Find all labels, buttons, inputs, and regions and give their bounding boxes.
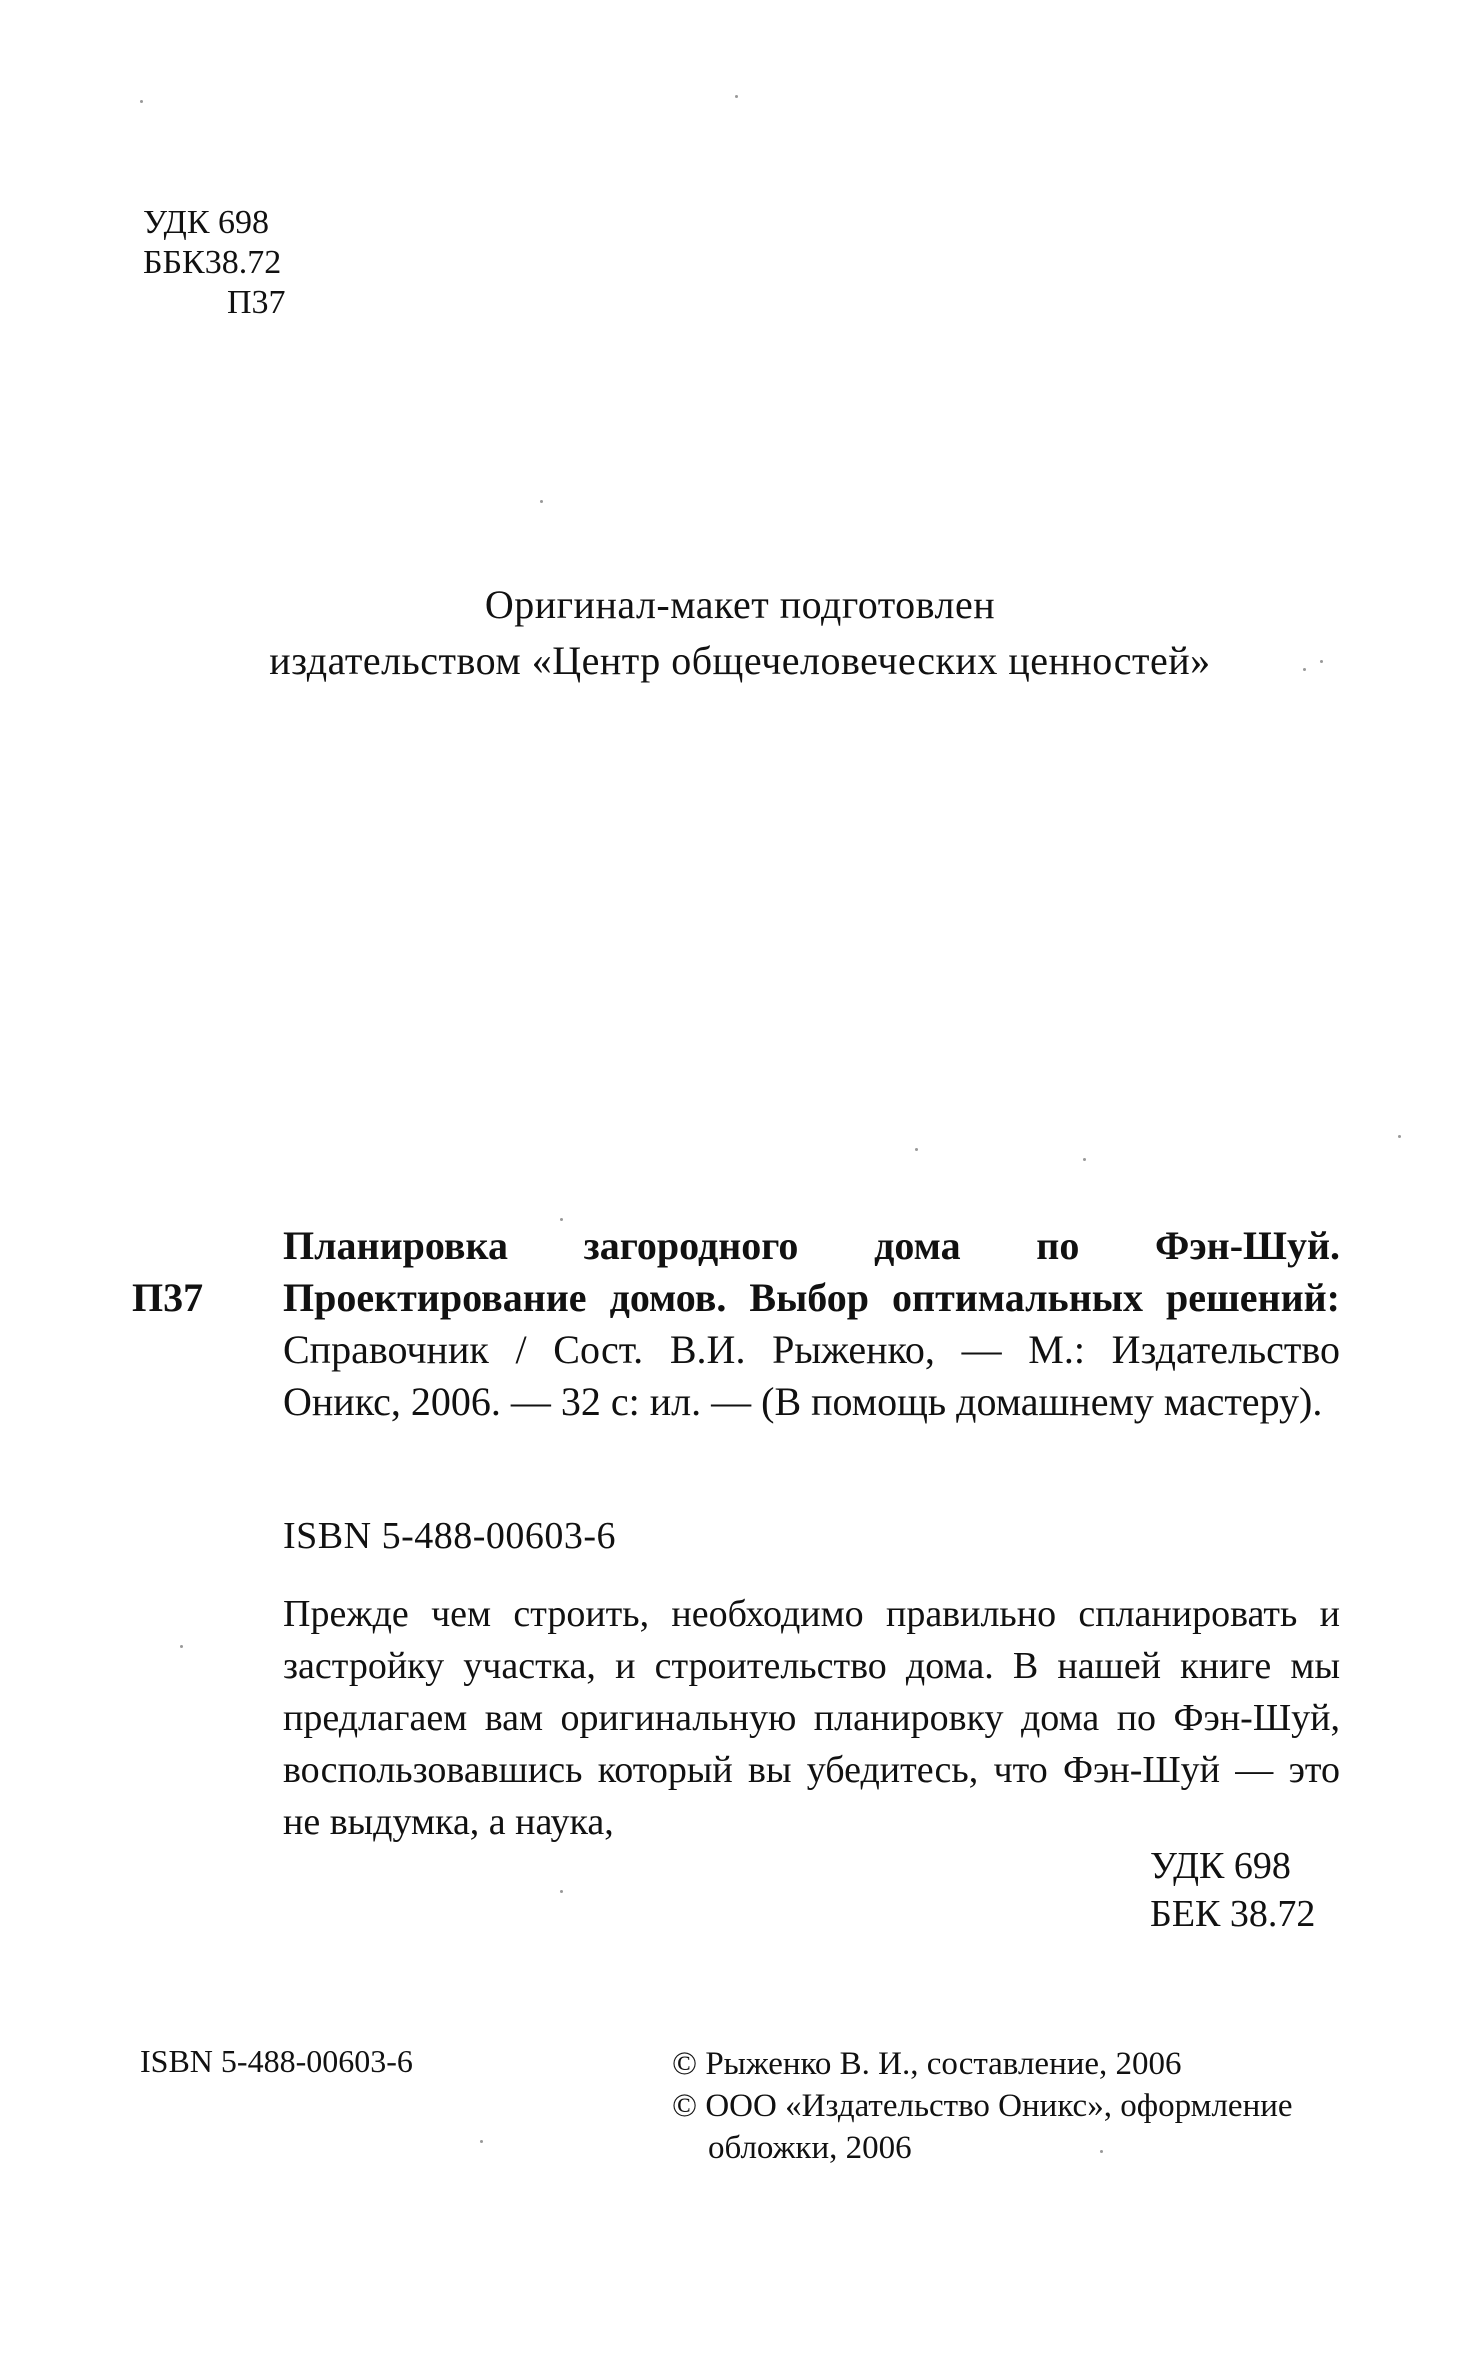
scan-speck <box>540 500 543 503</box>
bek-code-right: БЕК 38.72 <box>1150 1893 1316 1935</box>
scan-speck <box>1320 660 1323 663</box>
isbn-main: ISBN 5-488-00603-6 <box>283 1515 617 1557</box>
isbn-bottom: ISBN 5-488-00603-6 <box>140 2043 413 2079</box>
scan-speck <box>180 1645 183 1648</box>
bibliographic-description <box>283 1220 1340 1428</box>
book-details: Справочник / Сост. В.И. Рыженко, — М.: Издательство Оникс, 2006. — 32 с: ил. — (В помощь домашнему мастеру). <box>283 1327 1340 1424</box>
scan-speck <box>1398 1135 1401 1138</box>
annotation: Прежде чем строить, необходимо правильно спланировать и застройку участка, и строительство дома. В нашей книге мы предлагаем вам оригинальную планировку дома по Фэн-Шуй, воспользовавшись который вы убедитесь, что Фэн-Шуй — это не выдумка, а наука, <box>283 1593 1340 1843</box>
author-mark-left: П37 <box>132 1275 204 1320</box>
bbk-code: ББК38.72 <box>143 244 282 281</box>
udk-code: УДК 698 <box>143 204 270 241</box>
scan-speck <box>140 100 143 103</box>
udk-block-top <box>143 203 286 323</box>
prepared-by-note <box>140 577 1340 689</box>
copyright-line-3: обложки, 2006 <box>708 2130 912 2166</box>
copyright-line-2: © ООО «Издательство Оникс», оформление <box>672 2088 1293 2124</box>
scan-speck <box>1100 2150 1103 2153</box>
scan-speck <box>480 2140 483 2143</box>
prepared-line-2: издательством «Центр общечеловеческих ценностей» <box>269 638 1211 683</box>
author-mark: П37 <box>227 284 286 321</box>
scan-speck <box>915 1148 918 1151</box>
scan-speck <box>560 1218 563 1221</box>
udk-block-right <box>1150 1842 1315 1938</box>
prepared-line-1: Оригинал-макет подготовлен <box>484 582 996 627</box>
udk-code-right: УДК 698 <box>1150 1845 1291 1887</box>
copyright-block <box>672 2043 1352 2169</box>
copyright-line-1: © Рыженко В. И., составление, 2006 <box>672 2046 1182 2082</box>
scan-speck <box>1303 668 1306 671</box>
scan-speck <box>560 1890 563 1893</box>
scan-speck <box>1083 1158 1086 1161</box>
scan-speck <box>735 95 738 98</box>
book-title: Планировка загородного дома по Фэн-Шуй. Проектирование домов. Выбор оптимальных решений: <box>283 1223 1340 1320</box>
